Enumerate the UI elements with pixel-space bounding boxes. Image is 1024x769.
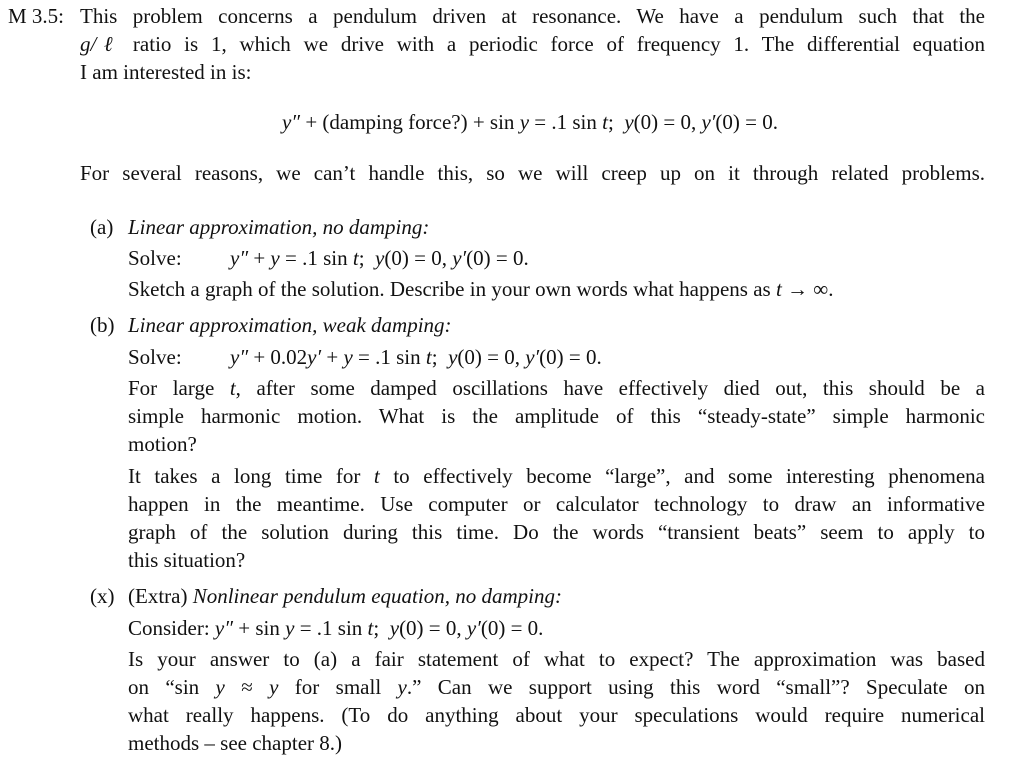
math-text: y [270,246,280,270]
text-segment: ; [431,345,449,369]
text-segment: I am interested in is: [80,60,252,84]
text-segment: ≈ [224,675,270,699]
part-b-line [128,464,985,488]
text-segment: = .1 sin [279,246,353,270]
text-segment: ratio is 1, which we drive with a periodic force of frequency 1. The differential equation [120,32,985,56]
part-a-title [128,215,429,239]
intro-line [80,161,985,185]
text-segment: (0) = 0. [539,345,602,369]
text-segment: = .1 sin [352,345,426,369]
text-segment: (Extra) [128,584,193,608]
intro-line [80,32,985,56]
text-segment: Consider: [128,616,215,640]
text-segment: (0) = 0. [715,110,778,134]
part-x-title [128,584,562,608]
text-segment: (0) = 0, [633,110,702,134]
text-segment: Is your answer to (a) a fair statement of what to expect? The approximation was based [128,647,985,671]
math-text: y″ [230,246,249,270]
text-segment: ; [358,246,376,270]
part-b-equation [230,345,602,369]
math-text: t [367,616,374,640]
math-text: y [389,616,400,640]
text-segment: = .1 sin [294,616,368,640]
math-text: y″ [214,616,233,640]
text-segment: happen in the meantime. Use computer or calculator technology to draw an informative [128,492,985,516]
part-a-equation [230,246,529,270]
part-b-line [128,520,985,544]
text-segment: This problem concerns a pendulum driven at resonance. We have a pendulum such that the [80,4,985,28]
math-text: y′ [466,616,481,640]
text-segment: simple harmonic motion. What is the amplitude of this “steady-state” simple harmonic [128,404,985,428]
text-segment: + [248,246,271,270]
text-segment: , after some damped oscillations have effectively died out, this should be a [235,376,985,400]
intro-line [80,4,985,28]
text-segment: for small [278,675,398,699]
math-text: t [229,376,236,400]
part-x-equation [128,616,543,640]
part-x-line [128,647,985,671]
text-segment: → ∞. [781,277,834,301]
math-text: t [352,246,359,270]
part-x-label: (x) [90,584,115,608]
text-segment: what really happens. (To do anything about your speculations would require numerical [128,703,985,727]
part-b-label: (b) [90,313,115,337]
math-text: Linear approximation, weak damping: [128,313,452,337]
part-a-line [128,277,834,301]
math-text: y′ [452,246,467,270]
text-segment: (0) = 0, [457,345,526,369]
text-segment: (0) = 0. [480,616,544,640]
text-segment: methods – see chapter 8.) [128,731,343,755]
part-b-line [128,404,985,428]
text-segment: ; [373,616,390,640]
part-b-line [128,548,245,572]
text-segment: + 0.02 [248,345,308,369]
part-a-label: (a) [90,215,114,239]
part-b-line [128,376,985,400]
text-segment: on “sin [128,675,216,699]
text-segment: It takes a long time for [128,464,374,488]
part-x-line [128,703,985,727]
math-text: y [215,675,225,699]
math-text: y [624,110,634,134]
solve-label: Solve: [128,246,182,270]
math-text: t [425,345,432,369]
part-b-line [128,492,985,516]
text-segment: ; [607,110,625,134]
part-b-line [128,432,197,456]
math-text: y [269,675,279,699]
text-segment: For large [128,376,230,400]
math-text: Linear approximation, no damping: [128,215,430,239]
math-text: t [373,464,380,488]
math-text: t [602,110,608,134]
text-segment: to effectively become “large”, and some interesting phenomena [379,464,985,488]
math-text: y′ [701,110,716,134]
text-segment: = .1 sin [529,110,603,134]
text-segment: (0) = 0. [466,246,529,270]
part-x-line [128,675,985,699]
math-text: y [285,616,295,640]
text-segment: + (damping force?) + sin [300,110,520,134]
math-text: y [343,345,353,369]
text-segment: + sin [233,616,286,640]
text-segment: graph of the solution during this time. Do the words “transient beats” seem to apply to [128,520,985,544]
text-segment: + [321,345,344,369]
text-segment: For several reasons, we can’t handle this, so we will creep up on it through related problems. [80,161,985,185]
math-text: y″ [230,345,249,369]
math-text: y [519,110,530,134]
problem-id: M 3.5: [8,4,65,28]
math-text: t [775,277,782,301]
solve-label: Solve: [128,345,182,369]
math-text: y′ [525,345,540,369]
text-segment: (0) = 0, [399,616,467,640]
intro-line [80,60,251,84]
text-segment: Sketch a graph of the solution. Describe in your own words what happens as [128,277,776,301]
math-text: Nonlinear pendulum equation, no damping: [192,584,562,608]
text-segment: .” Can we support using this word “small”? Speculate on [406,675,986,699]
math-text: y′ [307,345,322,369]
math-text: y [375,246,385,270]
main-equation [230,110,830,134]
math-text: g/ℓ [80,32,121,56]
part-b-title [128,313,452,337]
math-text: y″ [281,110,301,134]
text-segment: (0) = 0, [384,246,453,270]
part-x-line [128,731,342,755]
math-text: y [397,675,407,699]
text-segment: motion? [128,432,197,456]
math-text: y [448,345,458,369]
text-segment: this situation? [128,548,246,572]
